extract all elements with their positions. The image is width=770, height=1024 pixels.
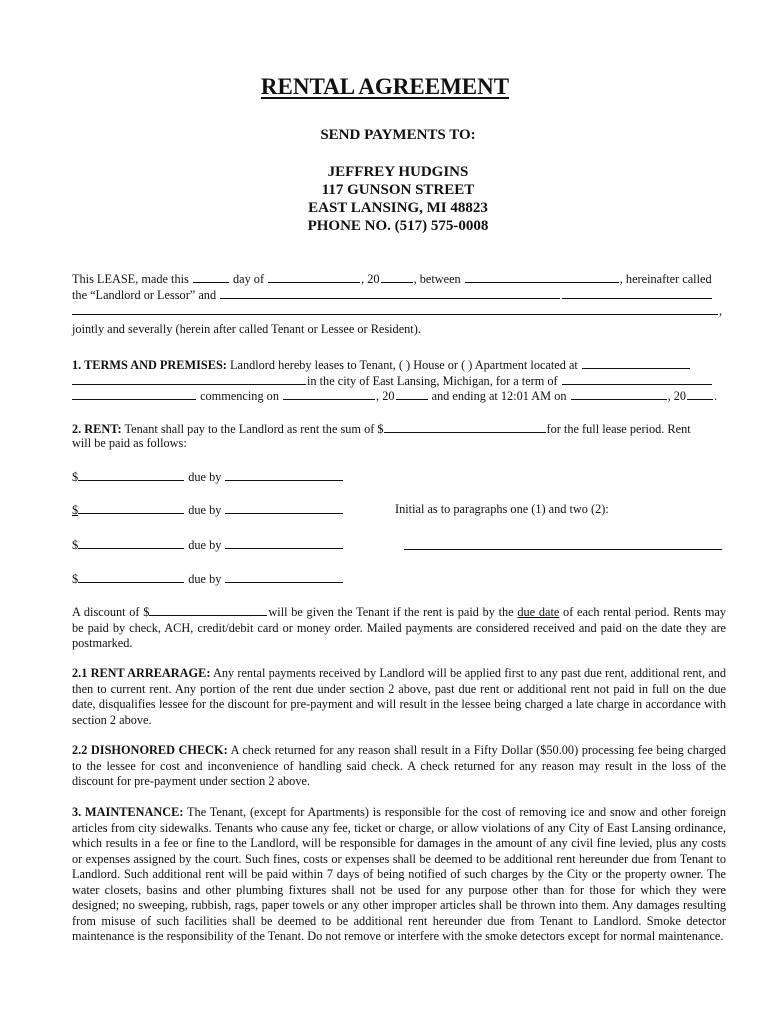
dollar-sign: $: [72, 572, 79, 586]
payment-row-3: [72, 537, 726, 554]
due-by-label: due by: [188, 572, 222, 586]
discount-amount-field[interactable]: [149, 604, 267, 616]
payee-street: 117 GUNSON STREET: [321, 182, 475, 198]
rent-total-field[interactable]: [384, 421, 546, 433]
payment-date-1[interactable]: [225, 469, 343, 481]
section-2-text: for the full lease period. Rent: [546, 422, 691, 436]
intro-text: , 20: [361, 272, 380, 286]
section-2-text: Tenant shall pay to the Landlord as rent the sum of $: [124, 422, 384, 436]
intro-line-1: [72, 271, 726, 288]
payment-date-2[interactable]: [225, 502, 343, 514]
initials-field[interactable]: [404, 549, 722, 550]
due-by-label: due by: [188, 538, 222, 552]
tenant-field-3[interactable]: [72, 303, 718, 315]
payment-row-1: [72, 469, 726, 486]
dollar-sign: $: [72, 538, 79, 552]
document-title: RENTAL AGREEMENT: [260, 74, 510, 99]
due-date-term: due date: [517, 605, 560, 619]
payee-phone: PHONE NO. (517) 575-0008: [307, 218, 489, 234]
intro-text: , between: [413, 272, 461, 286]
section-1-text: Landlord hereby leases to Tenant, ( ) House or ( ) Apartment located at: [229, 358, 578, 372]
section-2-2-text: A check returned for any reason shall result in a Fifty Dollar ($50.00) processing fee being charged to the lessee for cost and inconvenience of handling said check. A check returned for any reason may result in the loss of the discount for pre-payment under section 2 above.: [72, 743, 726, 788]
payment-amount-4[interactable]: [78, 571, 184, 583]
section-1-text: commencing on: [200, 389, 279, 403]
section-3-text: The Tenant, (except for Apartments) is responsible for the cost of removing ice and snow and other foreign articles from city sidewalks. Tenants who cause any fee, ticket or charge, or allow violations of any City of East Lansing ordinance, which results in a fee or fine to the Landlord, will be responsible for damages in the amount of any civil fine levied, plus any costs or expenses assigned by the court. Such fines, costs or expenses shall be deemed to be additional rent hereunder due from Tenant to Landlord. Such additional rent will be paid within 7 days of being notified of such charges by the City or the property owner. The water closets, basins and other plumbing fixtures shall not be used for any purpose other than for those for which they were designed; no sweeping, rubbish, rags, paper towels or any other improper articles shall be thrown into them. Any damages resulting from misuse of such facilities shall be deemed to be additional rent hereunder due from Tenant to Landlord. Smoke detector maintenance is the responsibility of the Tenant. Do not remove or interfere with the smoke detectors except for normal maintenance.: [72, 805, 726, 943]
dollar-sign: $: [72, 470, 79, 484]
section-1-line-3: [72, 388, 726, 405]
term-field[interactable]: [562, 373, 712, 385]
section-3-heading: 3. MAINTENANCE:: [72, 805, 184, 819]
discount-text: A discount of $: [72, 605, 150, 619]
section-2-2-heading: 2.2 DISHONORED CHECK:: [72, 743, 228, 757]
section-3: [72, 805, 726, 945]
intro-line-2: [72, 287, 726, 304]
start-date-field[interactable]: [283, 388, 375, 400]
send-payments-heading: SEND PAYMENTS TO:: [320, 127, 476, 143]
payment-amount-2[interactable]: [78, 502, 184, 514]
payment-row-4: [72, 571, 726, 588]
section-2-heading: 2. RENT:: [72, 422, 122, 436]
intro-text: , hereinafter called: [619, 272, 712, 286]
address-field-2[interactable]: [72, 373, 306, 385]
tenant-field-2[interactable]: [562, 287, 712, 299]
section-2-1-heading: 2.1 RENT ARREARAGE:: [72, 666, 211, 680]
month-field[interactable]: [268, 271, 360, 283]
payee-name: JEFFREY HUDGINS: [327, 164, 469, 180]
payment-amount-1[interactable]: [78, 469, 184, 481]
payment-date-3[interactable]: [225, 537, 343, 549]
intro-text: This LEASE, made this: [72, 272, 189, 286]
section-2-2: [72, 743, 726, 790]
end-date-field[interactable]: [571, 388, 667, 400]
discount-text: of each rental period. Rents may be paid by check, ACH, credit/debit card or money order. Mailed payments are considered received and paid on the date they are postmarked.: [72, 605, 727, 650]
day-field[interactable]: [193, 271, 229, 283]
payee-city: EAST LANSING, MI 48823: [308, 200, 488, 216]
discount-paragraph: [72, 604, 726, 652]
year-field[interactable]: [381, 271, 413, 283]
section-1-line-1: [72, 357, 726, 374]
address-field[interactable]: [582, 357, 690, 369]
section-1-text: in the city of East Lansing, Michigan, for a term of: [307, 374, 558, 388]
start-year-field[interactable]: [396, 388, 428, 400]
section-1-text: .: [714, 389, 718, 403]
section-2-1: [72, 666, 726, 728]
term-field-2[interactable]: [72, 388, 196, 400]
landlord-field[interactable]: [465, 271, 619, 283]
section-1-heading: 1. TERMS AND PREMISES:: [72, 358, 227, 372]
tenant-field-1[interactable]: [220, 287, 560, 299]
payment-amount-3[interactable]: [78, 537, 184, 549]
section-2-line-2: will be paid as follows:: [72, 436, 187, 450]
discount-text: will be given the Tenant if the rent is paid by the: [268, 605, 514, 619]
intro-line-3: [72, 303, 726, 320]
intro-line-4: jointly and severally (herein after called Tenant or Lessee or Resident).: [72, 322, 421, 336]
section-1-text: , 20: [376, 389, 395, 403]
end-year-field[interactable]: [687, 388, 713, 400]
initial-note: Initial as to paragraphs one (1) and two (2):: [395, 502, 609, 516]
payment-date-4[interactable]: [225, 571, 343, 583]
intro-text: the “Landlord or Lessor” and: [72, 288, 217, 302]
dollar-sign: $: [72, 503, 79, 517]
due-by-label: due by: [188, 470, 222, 484]
section-1-text: , 20: [667, 389, 687, 403]
intro-text: ,: [719, 304, 723, 318]
section-2-1-text: Any rental payments received by Landlord will be applied first to any past due rent, additional rent, and then to current rent. Any portion of the rent due under section 2 above, past due rent or additional rent not paid in full on the due date, disqualifies lessee for the discount for pre-payment and will result in the lessee being charged a late charge in accordance with section 2 above.: [72, 666, 726, 727]
section-1-text: and ending at 12:01 AM on: [431, 389, 567, 403]
due-by-label: due by: [188, 503, 222, 517]
intro-text: day of: [232, 272, 265, 286]
